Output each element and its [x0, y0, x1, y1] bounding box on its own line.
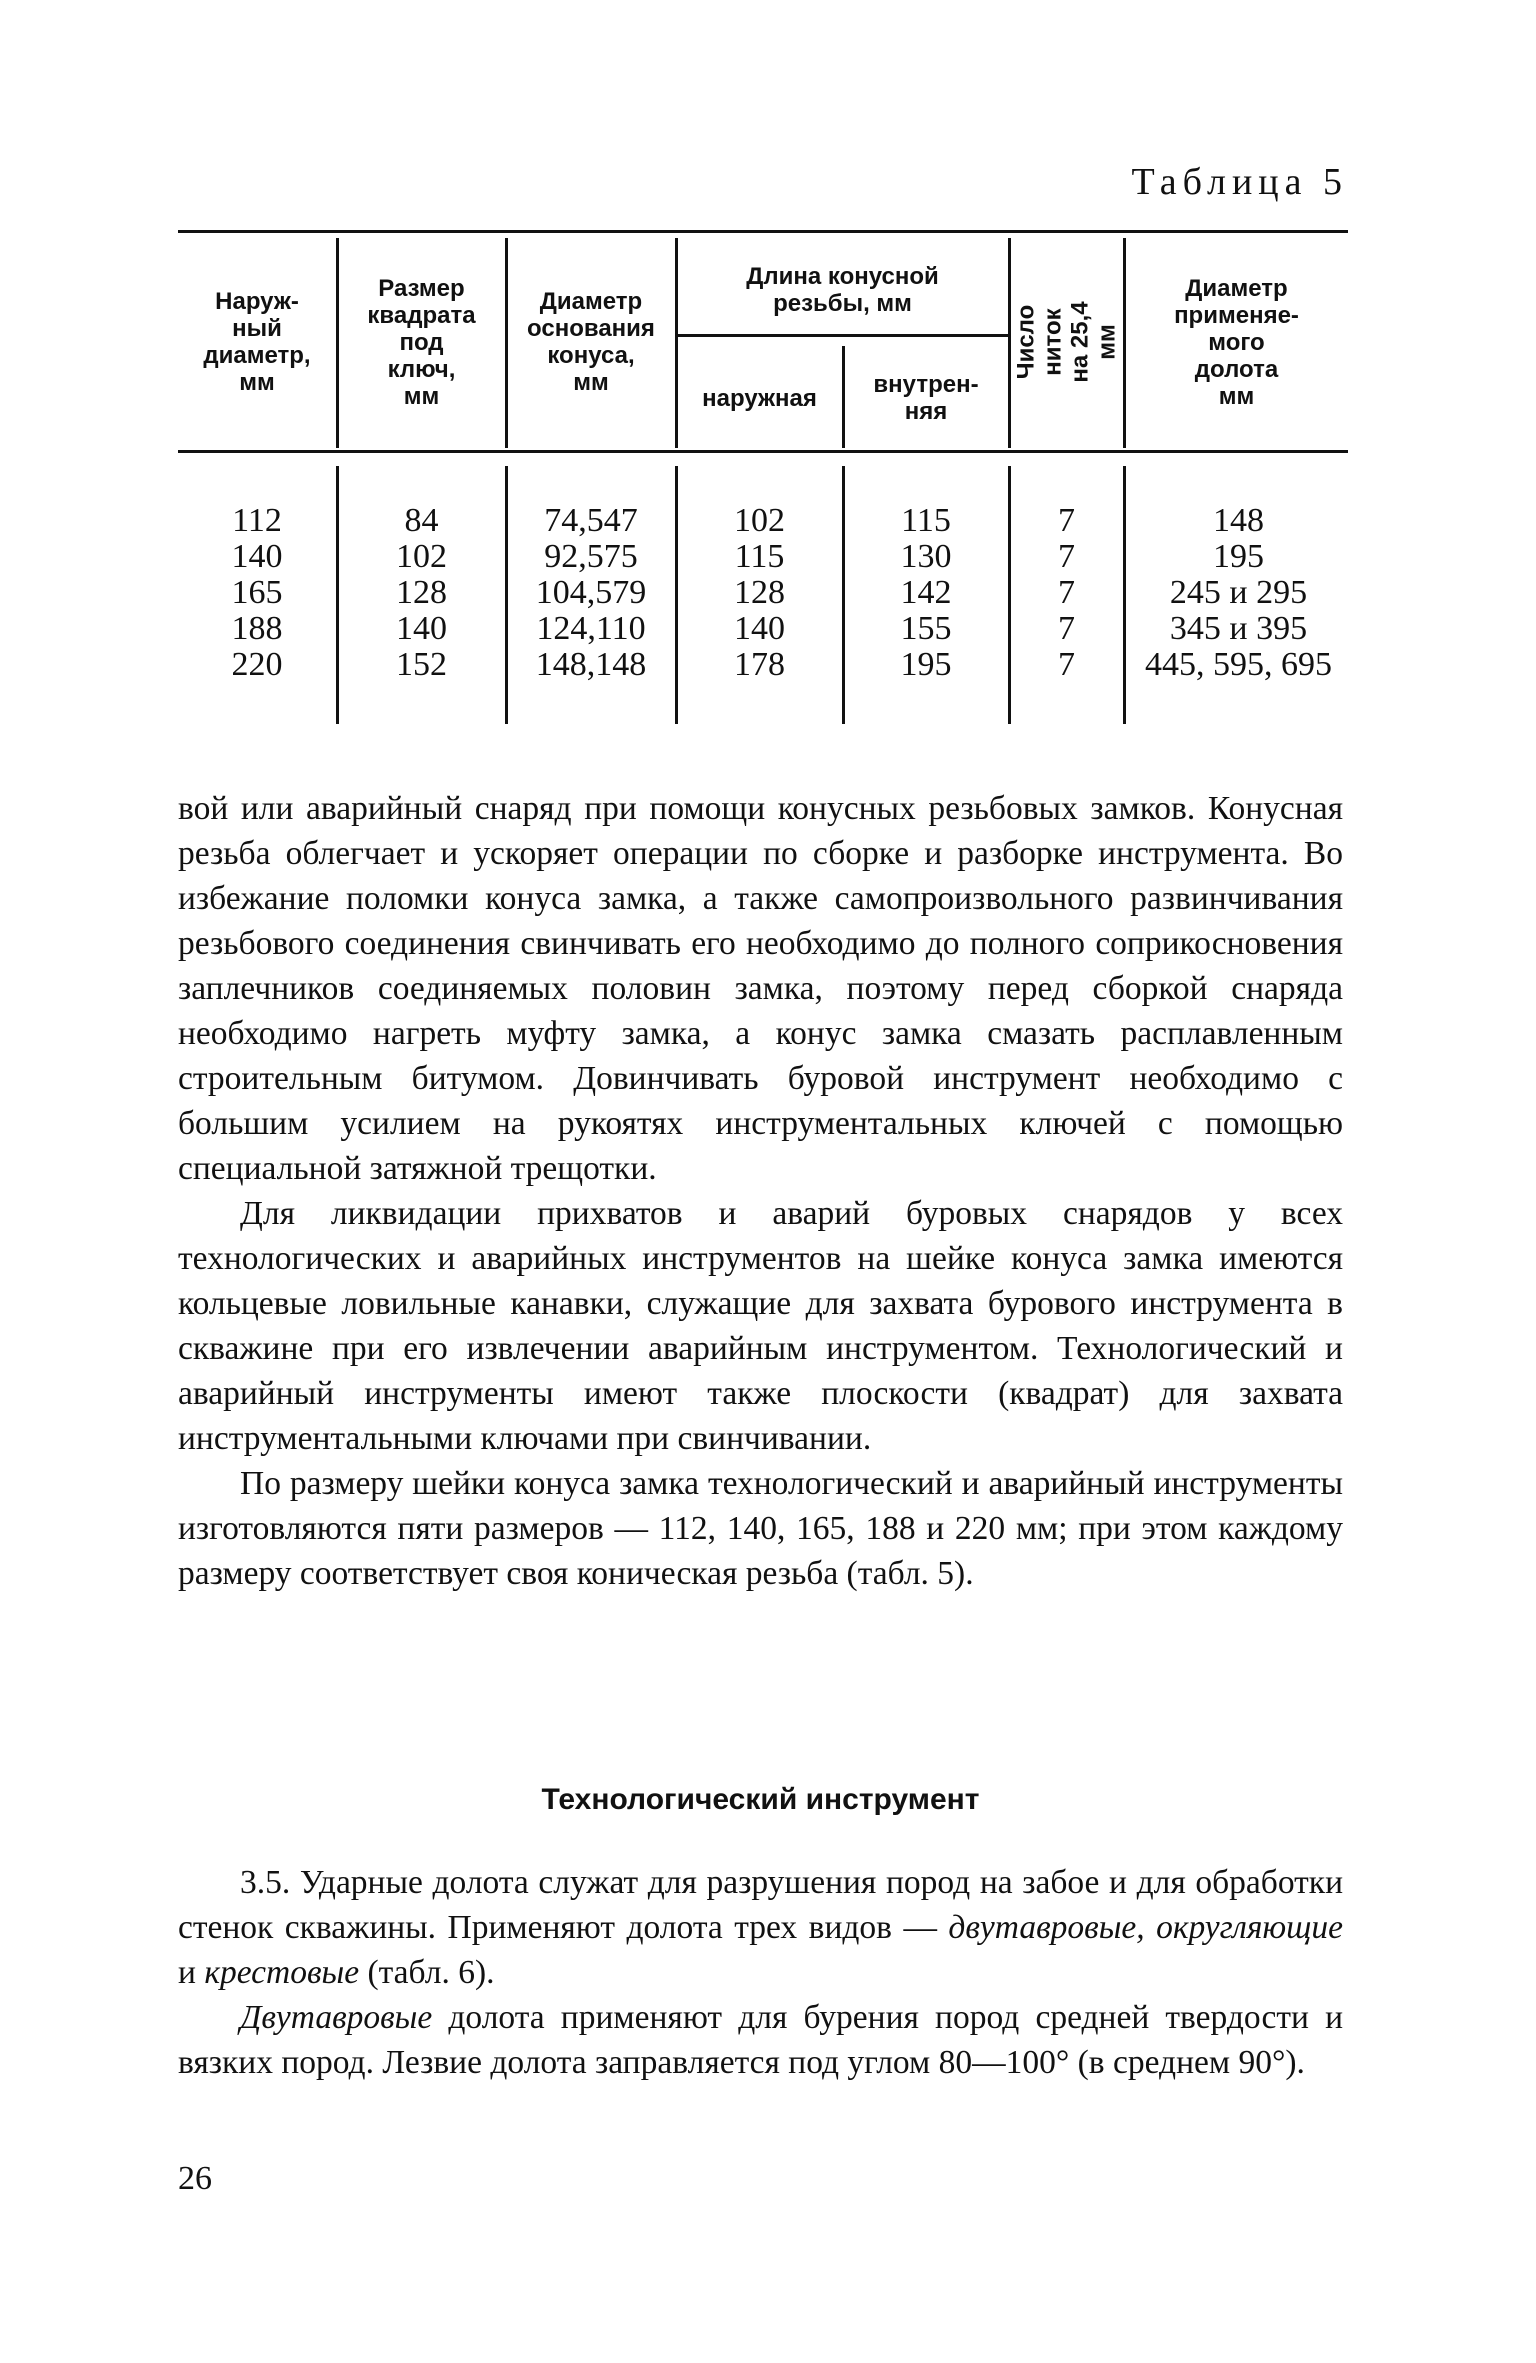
- table-cell: 140: [231, 538, 283, 575]
- table-cell: 140: [734, 610, 785, 647]
- column-bit-diameter: [1126, 503, 1351, 683]
- table-cell: 124,110: [536, 610, 646, 647]
- section-heading: Технологический инструмент: [541, 1783, 980, 1816]
- table-cell: 188: [231, 610, 283, 647]
- table-cell: 178: [734, 646, 785, 683]
- body-text: [178, 786, 1343, 1596]
- table-cell: 102: [396, 538, 447, 575]
- italic-term: двутавровые, округляющие: [948, 1909, 1344, 1946]
- column-square-size: [338, 503, 505, 683]
- table-cell: 7: [1058, 610, 1075, 647]
- table-cell: 245 и 295: [1169, 574, 1308, 611]
- paragraph: [178, 1860, 1343, 1995]
- column-cone-base-diameter: [507, 503, 675, 683]
- body-text-section: [178, 1860, 1343, 2085]
- column-thread-outer: [677, 503, 842, 683]
- table-cell: 130: [900, 538, 952, 575]
- table-cell: 148: [1213, 502, 1264, 539]
- table-cell: 152: [396, 646, 447, 683]
- table-cell: 115: [901, 502, 951, 539]
- italic-term: крестовые: [204, 1954, 360, 1991]
- table-caption: Таблица 5: [1131, 161, 1348, 203]
- column-thread-inner: [844, 503, 1008, 683]
- table-cell: 128: [396, 574, 447, 611]
- text-run: долота применяют для бурения пород средней твердости и вязких пород. Лезвие долота заправляется под углом 80—100° (в среднем 90°).: [178, 1999, 1343, 2081]
- table-header-rule: [178, 450, 1348, 453]
- table-cell: 195: [1213, 538, 1264, 575]
- header-thread-outer: наружная: [702, 384, 817, 412]
- header-thread-inner: внутрен- няя: [873, 371, 979, 425]
- column-threads-count: [1010, 503, 1123, 683]
- table-cell: 92,575: [544, 538, 638, 575]
- header-square-size: Размер квадрата под ключ, мм: [367, 274, 476, 410]
- table-cell: 115: [734, 538, 785, 575]
- header-outer-diameter: Наруж- ный диаметр, мм: [203, 288, 311, 396]
- paragraph: Для ликвидации прихватов и аварий буровых снарядов у всех технологических и аварийных инструментов на шейке конуса замка имеются кольцевые ловильные канавки, служащие для захвата бурового инструмента в скважине при его извлечении аварийным инструментом. Технологический и аварийный инструменты имеют также плоскости (квадрат) для захвата инструментальными ключами при свинчивании.: [178, 1195, 1343, 1457]
- text-run: 3.5. Ударные долота служат для разрушения пород на забое и для обработки стенок скважины. Применяют долота трех видов —: [178, 1864, 1343, 1946]
- table-cell: 142: [900, 574, 952, 611]
- header-bit-diameter: Диаметр применяе- мого долота мм: [1174, 274, 1299, 410]
- thread-group-rule: [675, 334, 1008, 337]
- paragraph: [178, 1995, 1343, 2085]
- table-cell: 345 и 395: [1169, 610, 1308, 647]
- table-cell: 7: [1058, 538, 1075, 575]
- table-cell: 155: [900, 610, 952, 647]
- header-threads-count-text: Число ниток на 25,4 мм: [1012, 301, 1121, 383]
- text-run: (табл. 6).: [359, 1954, 495, 1991]
- table-cell: 112: [232, 502, 282, 539]
- text-run: и: [178, 1954, 205, 1991]
- column-outer-diameter: [178, 503, 336, 683]
- header-thread-length: Длина конусной резьбы, мм: [746, 263, 939, 317]
- paragraph: вой или аварийный снаряд при помощи конусных резьбовых замков. Конусная резьба облегчает и ускоряет операции по сборке и разборке инструмента. Во избежание поломки конуса замка, а также самопроизвольного развинчивания резьбового соединения свинчивать его необходимо до полного соприкосновения заплечников соединяемых половин замка, поэтому перед сборкой снаряда необходимо нагреть муфту замка, а конус замка смазать расплавленным строительным битумом. Довинчивать буровой инструмент необходимо с большим усилием на рукоятях инструментальных ключей с помощью специальной затяжной трещотки.: [178, 790, 1343, 1187]
- table-cell: 74,547: [544, 502, 638, 539]
- table-cell: 220: [231, 646, 283, 683]
- table-cell: 165: [231, 574, 283, 611]
- table-cell: 104,579: [535, 574, 647, 611]
- italic-term: Двутавровые: [240, 1999, 433, 2036]
- table-cell: 7: [1058, 646, 1075, 683]
- table-cell: 148,148: [535, 646, 647, 683]
- table-cell: 102: [734, 502, 785, 539]
- table-cell: 128: [734, 574, 785, 611]
- header-threads-count: [1010, 236, 1123, 448]
- table-cell: 84: [404, 502, 439, 539]
- table-cell: 195: [900, 646, 952, 683]
- paragraph: По размеру шейки конуса замка технологический и аварийный инструменты изготовляются пяти размеров — 112, 140, 165, 188 и 220 мм; при этом каждому размеру соответствует своя коническая резьба (табл. 5).: [178, 1465, 1343, 1592]
- table-cell: 140: [396, 610, 447, 647]
- page-number: 26: [178, 2160, 212, 2197]
- table-cell: 7: [1058, 574, 1075, 611]
- header-cone-base-diameter: Диаметр основания конуса, мм: [527, 288, 655, 396]
- table-cell: 445, 595, 695: [1145, 646, 1332, 683]
- table-top-rule: [178, 230, 1348, 233]
- table-cell: 7: [1058, 502, 1075, 539]
